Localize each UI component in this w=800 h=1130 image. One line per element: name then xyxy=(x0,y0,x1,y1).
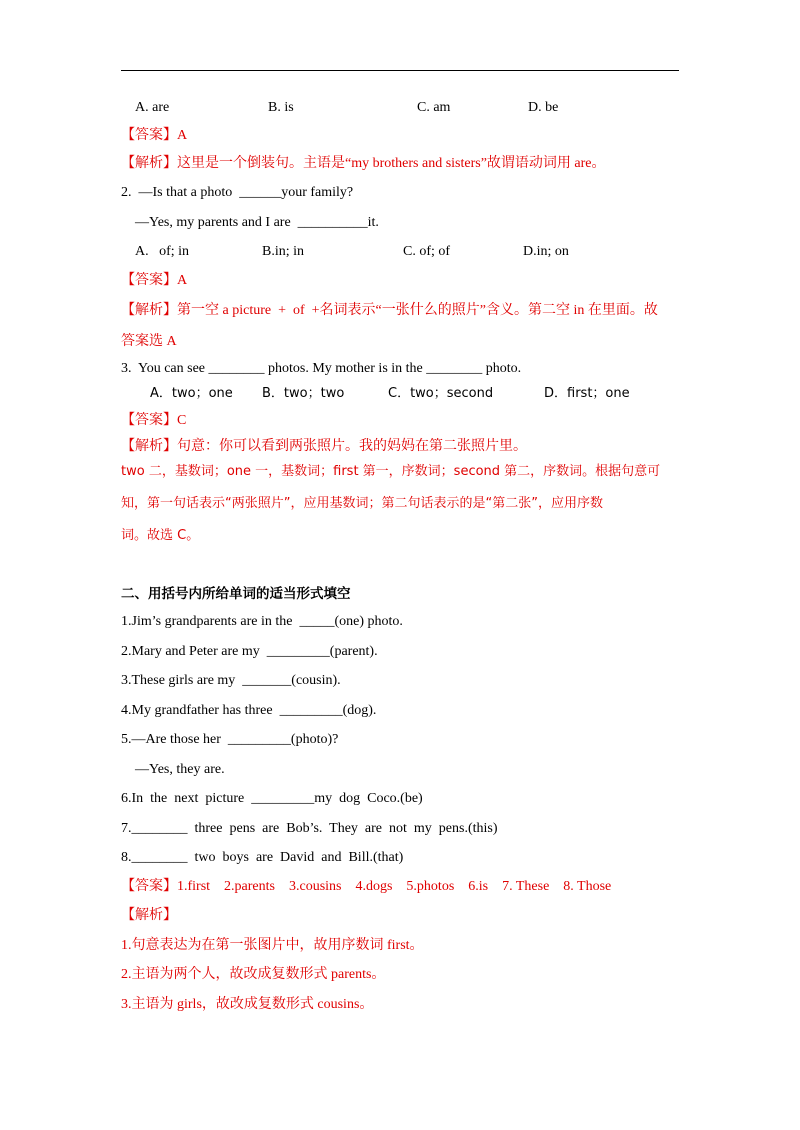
q3-option-d: D．first；one xyxy=(544,386,630,401)
q3-analysis-line1: 【解析】句意：你可以看到两张照片。我的妈妈在第二张照片里。 xyxy=(121,439,527,454)
q2-option-d: D.in; on xyxy=(523,244,569,259)
section2-title: 二、用括号内所给单词的适当形式填空 xyxy=(121,586,351,602)
q1-answer: 【答案】A xyxy=(121,128,188,143)
fill-item-7: 7.________ three pens are Bob’s. They are not my pens.(this) xyxy=(121,821,498,836)
q1-option-b: B. is xyxy=(268,100,294,115)
q2-stem: 2. —Is that a photo ______your family? xyxy=(121,185,354,200)
fill-item-2: 2.Mary and Peter are my _________(parent). xyxy=(121,644,378,659)
q2-option-b: B.in; in xyxy=(262,244,305,259)
q2-option-c: C. of; of xyxy=(403,244,451,259)
q3-analysis-line3: 知，第一句话表示“两张照片”，应用基数词；第二句话表示的是“第二张”，应用序数 xyxy=(121,496,603,511)
header-rule xyxy=(121,70,679,71)
fill-item-6: 6.In the next picture _________my dog Coco.(be) xyxy=(121,791,423,806)
fill-item-4: 4.My grandfather has three _________(dog). xyxy=(121,703,377,718)
q3-analysis-line4: 词。故选 C。 xyxy=(121,528,200,543)
fill-item-8: 8.________ two boys are David and Bill.(that) xyxy=(121,850,404,865)
q3-option-b: B．two；two xyxy=(262,386,345,401)
q3-option-c: C．two；second xyxy=(388,386,494,401)
q1-option-a: A. are xyxy=(135,100,170,115)
q3-stem: 3. You can see ________ photos. My mother is in the ________ photo. xyxy=(121,361,522,376)
section2-answer: 【答案】1.first 2.parents 3.cousins 4.dogs 5.photos 6.is 7. These 8. Those xyxy=(121,879,612,894)
q2-analysis-line2: 答案选 A xyxy=(121,334,177,349)
q1-analysis: 【解析】这里是一个倒装句。主语是“my brothers and sisters”故谓语动词用 are。 xyxy=(121,156,606,171)
q2-analysis-line1: 【解析】第一空 a picture + of +名词表示“一张什么的照片”含义。第二空 in 在里面。故 xyxy=(121,303,658,318)
section2-analysis-label: 【解析】 xyxy=(121,908,177,923)
fill-item-3: 3.These girls are my _______(cousin). xyxy=(121,673,341,688)
q3-analysis-line2: two 二，基数词；one 一，基数词；first 第一，序数词；second 第二，序数词。根据句意可 xyxy=(121,464,661,479)
q2-stem-reply: —Yes, my parents and I are __________it. xyxy=(135,215,379,230)
fill-item-5-reply: —Yes, they are. xyxy=(135,762,225,777)
q2-option-a: A. of; in xyxy=(135,244,190,259)
fill-item-5: 5.—Are those her _________(photo)? xyxy=(121,732,339,747)
q1-option-c: C. am xyxy=(417,100,451,115)
q3-option-a: A．two；one xyxy=(150,386,233,401)
section2-explanation-3: 3.主语为 girls，故改成复数形式 cousins。 xyxy=(121,997,374,1012)
section2-explanation-1: 1.句意表达为在第一张图片中，故用序数词 first。 xyxy=(121,938,424,953)
fill-item-1: 1.Jim’s grandparents are in the _____(one) photo. xyxy=(121,614,403,629)
q1-option-d: D. be xyxy=(528,100,559,115)
q3-answer: 【答案】C xyxy=(121,413,187,428)
section2-explanation-2: 2.主语为两个人，故改成复数形式 parents。 xyxy=(121,967,386,982)
q2-answer: 【答案】A xyxy=(121,273,188,288)
